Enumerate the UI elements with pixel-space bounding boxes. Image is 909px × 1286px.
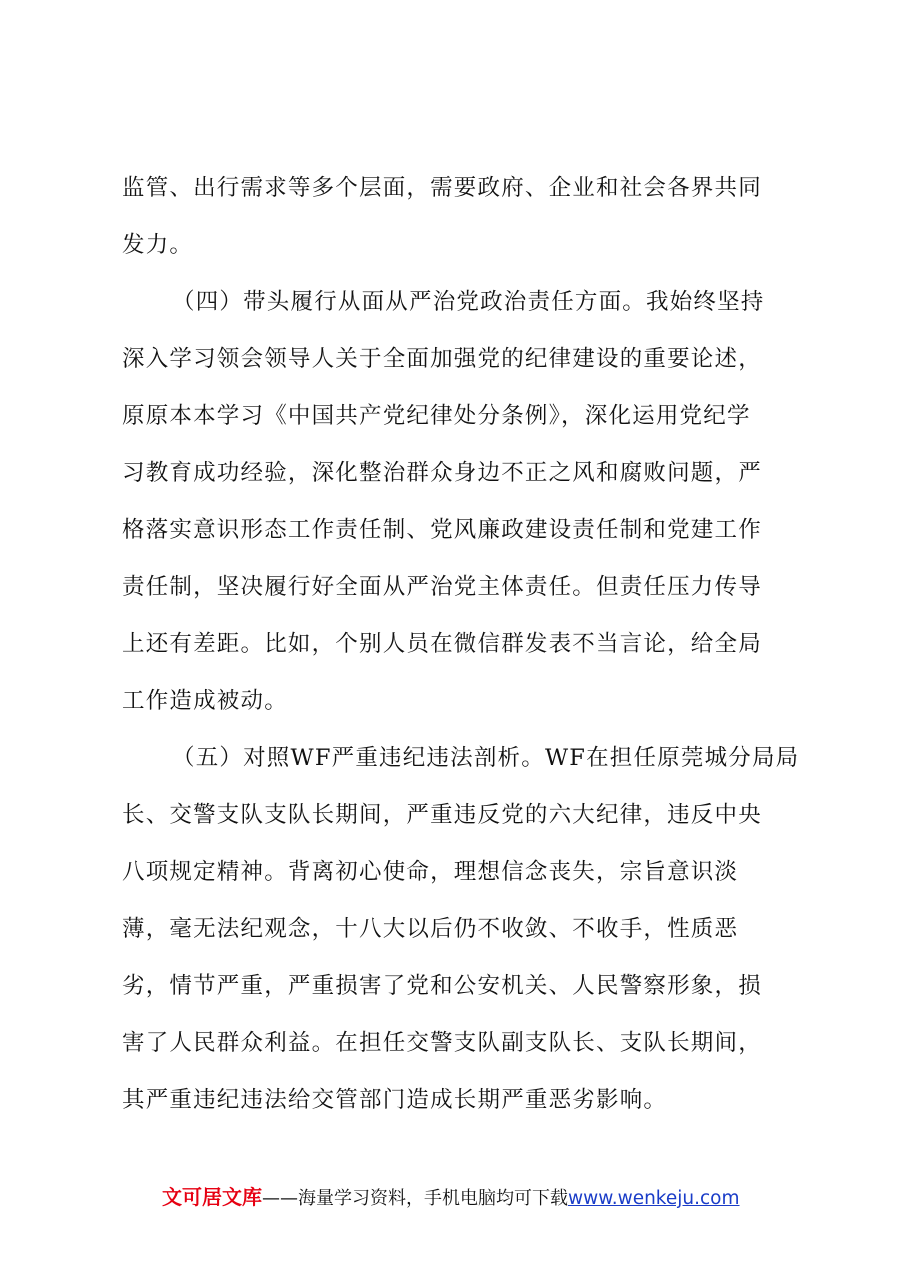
paragraph-line: 习教育成功经验，深化整治群众身边不正之风和腐败问题，严 bbox=[122, 460, 762, 486]
footer-brand: 文可居文库 bbox=[162, 1185, 262, 1209]
paragraph-line: 劣，情节严重，严重损害了党和公安机关、人民警察形象，损 bbox=[122, 973, 762, 999]
section-heading-line: （五）对照WF严重违纪违法剖析。WF在担任原莞城分局局 bbox=[172, 745, 800, 771]
document-body bbox=[122, 160, 802, 1129]
paragraph-line: 责任制，坚决履行好全面从严治党主体责任。但责任压力传导 bbox=[122, 574, 762, 600]
paragraph-line: 工作造成被动。 bbox=[122, 688, 288, 714]
paragraph-line: 八项规定精神。背离初心使命，理想信念丧失，宗旨意识淡 bbox=[122, 859, 739, 885]
section-heading-line: （四）带头履行从面从严治党政治责任方面。我始终坚持 bbox=[172, 289, 765, 315]
paragraph-line: 害了人民群众利益。在担任交警支队副支队长、支队长期间， bbox=[122, 1030, 762, 1056]
paragraph-line: 薄，毫无法纪观念，十八大以后仍不收敛、不收手，性质恶 bbox=[122, 916, 739, 942]
paragraph-line: 原原本本学习《中国共产党纪律处分条例》，深化运用党纪学 bbox=[122, 403, 751, 429]
paragraph-line: 发力。 bbox=[122, 232, 194, 258]
paragraph-line: 上还有差距。比如，个别人员在微信群发表不当言论，给全局 bbox=[122, 631, 762, 657]
paragraph-line: 长、交警支队支队长期间，严重违反党的六大纪律，违反中央 bbox=[122, 802, 762, 828]
paragraph-line: 深入学习领会领导人关于全面加强党的纪律建设的重要论述， bbox=[122, 346, 762, 372]
footer-website-link[interactable]: www.wenkeju.com bbox=[568, 1188, 740, 1209]
paragraph-line: 格落实意识形态工作责任制、党风廉政建设责任制和党建工作 bbox=[122, 517, 762, 543]
paragraph-line: 其严重违纪违法给交管部门造成长期严重恶劣影响。 bbox=[122, 1087, 668, 1113]
footer-tagline: ——海量学习资料，手机电脑均可下载 bbox=[262, 1188, 568, 1209]
paragraph-line: 监管、出行需求等多个层面，需要政府、企业和社会各界共同 bbox=[122, 175, 762, 201]
footer-banner bbox=[162, 1183, 740, 1213]
